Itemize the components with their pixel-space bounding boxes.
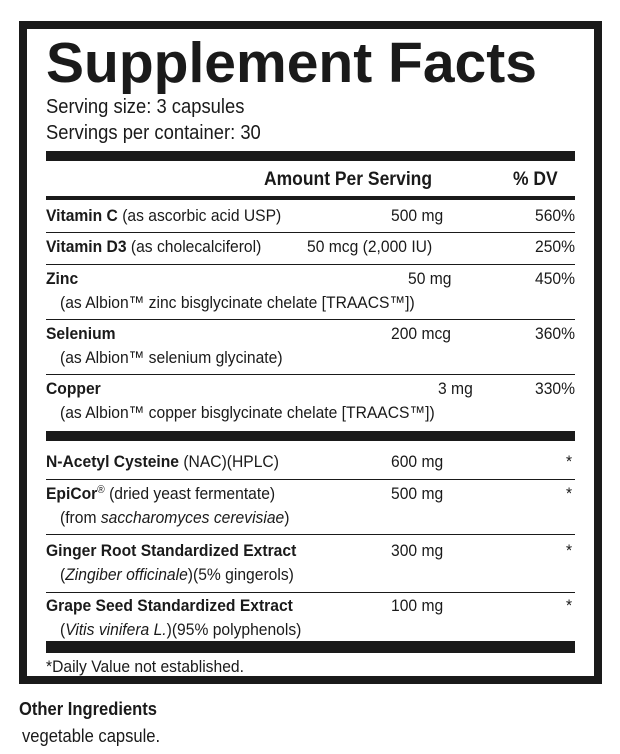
other-ingredients-heading: Other Ingredients	[19, 699, 158, 719]
nutrient-detail: (as ascorbic acid USP)	[117, 206, 282, 225]
nutrient-amount: 500 mg	[391, 206, 444, 225]
row-divider	[46, 479, 575, 480]
nutrient-name: Vitamin D3	[46, 237, 127, 256]
ingredient-detail: (dried yeast fermentate)	[104, 484, 276, 503]
ingredient-source: (Zingiber officinale)(5% gingerols)	[60, 565, 294, 584]
nutrient-amount: 50 mcg (2,000 IU)	[307, 237, 433, 256]
nutrient-source: (as Albion™ zinc bisglycinate chelate [TRAACS™])	[60, 293, 415, 312]
divider-header	[46, 196, 575, 200]
servings-per-container: Servings per container: 30	[46, 122, 261, 144]
nutrient-dv: 330%	[534, 379, 575, 398]
ingredient-source: (Vitis vinifera L.)(95% polyphenols)	[60, 620, 302, 639]
header-dv: % DV	[513, 169, 558, 190]
ingredient-name: N-Acetyl Cysteine	[46, 452, 179, 471]
ingredient-detail: (NAC)(HPLC)	[178, 452, 279, 471]
ingredient-amount: 100 mg	[391, 596, 444, 615]
other-ingredients-value: vegetable capsule.	[22, 726, 161, 746]
supplement-facts-panel	[19, 21, 602, 684]
row-divider	[46, 232, 575, 233]
header-amount: Amount Per Serving	[264, 169, 433, 190]
nutrient-name: Selenium	[46, 324, 116, 343]
ingredient-source: (from saccharomyces cerevisiae)	[60, 508, 290, 527]
row-divider	[46, 374, 575, 375]
nutrient-source: (as Albion™ copper bisglycinate chelate [TRAACS™])	[60, 403, 435, 422]
daily-value-footnote: *Daily Value not established.	[46, 657, 244, 676]
ingredient-name: Ginger Root Standardized Extract	[46, 541, 297, 560]
ingredient-name: EpiCor	[46, 484, 98, 503]
nutrient-source: (as Albion™ selenium glycinate)	[60, 348, 283, 367]
nutrient-amount: 50 mg	[408, 269, 452, 288]
row-divider	[46, 592, 575, 593]
ingredient-amount: 500 mg	[391, 484, 444, 503]
nutrient-name: Copper	[46, 379, 101, 398]
nutrient-amount: 3 mg	[438, 379, 473, 398]
nutrient-name: Zinc	[46, 269, 79, 288]
ingredient-dv: *	[566, 541, 573, 560]
nutrient-dv: 250%	[534, 237, 575, 256]
nutrient-dv: 360%	[534, 324, 575, 343]
row-divider	[46, 264, 575, 265]
nutrient-dv: 450%	[534, 269, 575, 288]
ingredient-dv: *	[566, 596, 573, 615]
divider-thick	[46, 151, 575, 161]
nutrient-dv: 560%	[534, 206, 575, 225]
divider-thick	[46, 641, 575, 653]
nutrient-detail: (as cholecalciferol)	[126, 237, 262, 256]
panel-title: Supplement Facts	[46, 31, 537, 95]
nutrient-name: Vitamin C	[46, 206, 118, 225]
row-divider	[46, 534, 575, 535]
row-divider	[46, 319, 575, 320]
divider-thick	[46, 431, 575, 441]
nutrient-amount: 200 mcg	[391, 324, 451, 343]
ingredient-amount: 600 mg	[391, 452, 444, 471]
ingredient-amount: 300 mg	[391, 541, 444, 560]
ingredient-dv: *	[566, 484, 573, 503]
registered-mark: ®	[97, 484, 105, 496]
ingredient-name: Grape Seed Standardized Extract	[46, 596, 293, 615]
serving-size: Serving size: 3 capsules	[46, 96, 245, 118]
ingredient-dv: *	[566, 452, 573, 471]
